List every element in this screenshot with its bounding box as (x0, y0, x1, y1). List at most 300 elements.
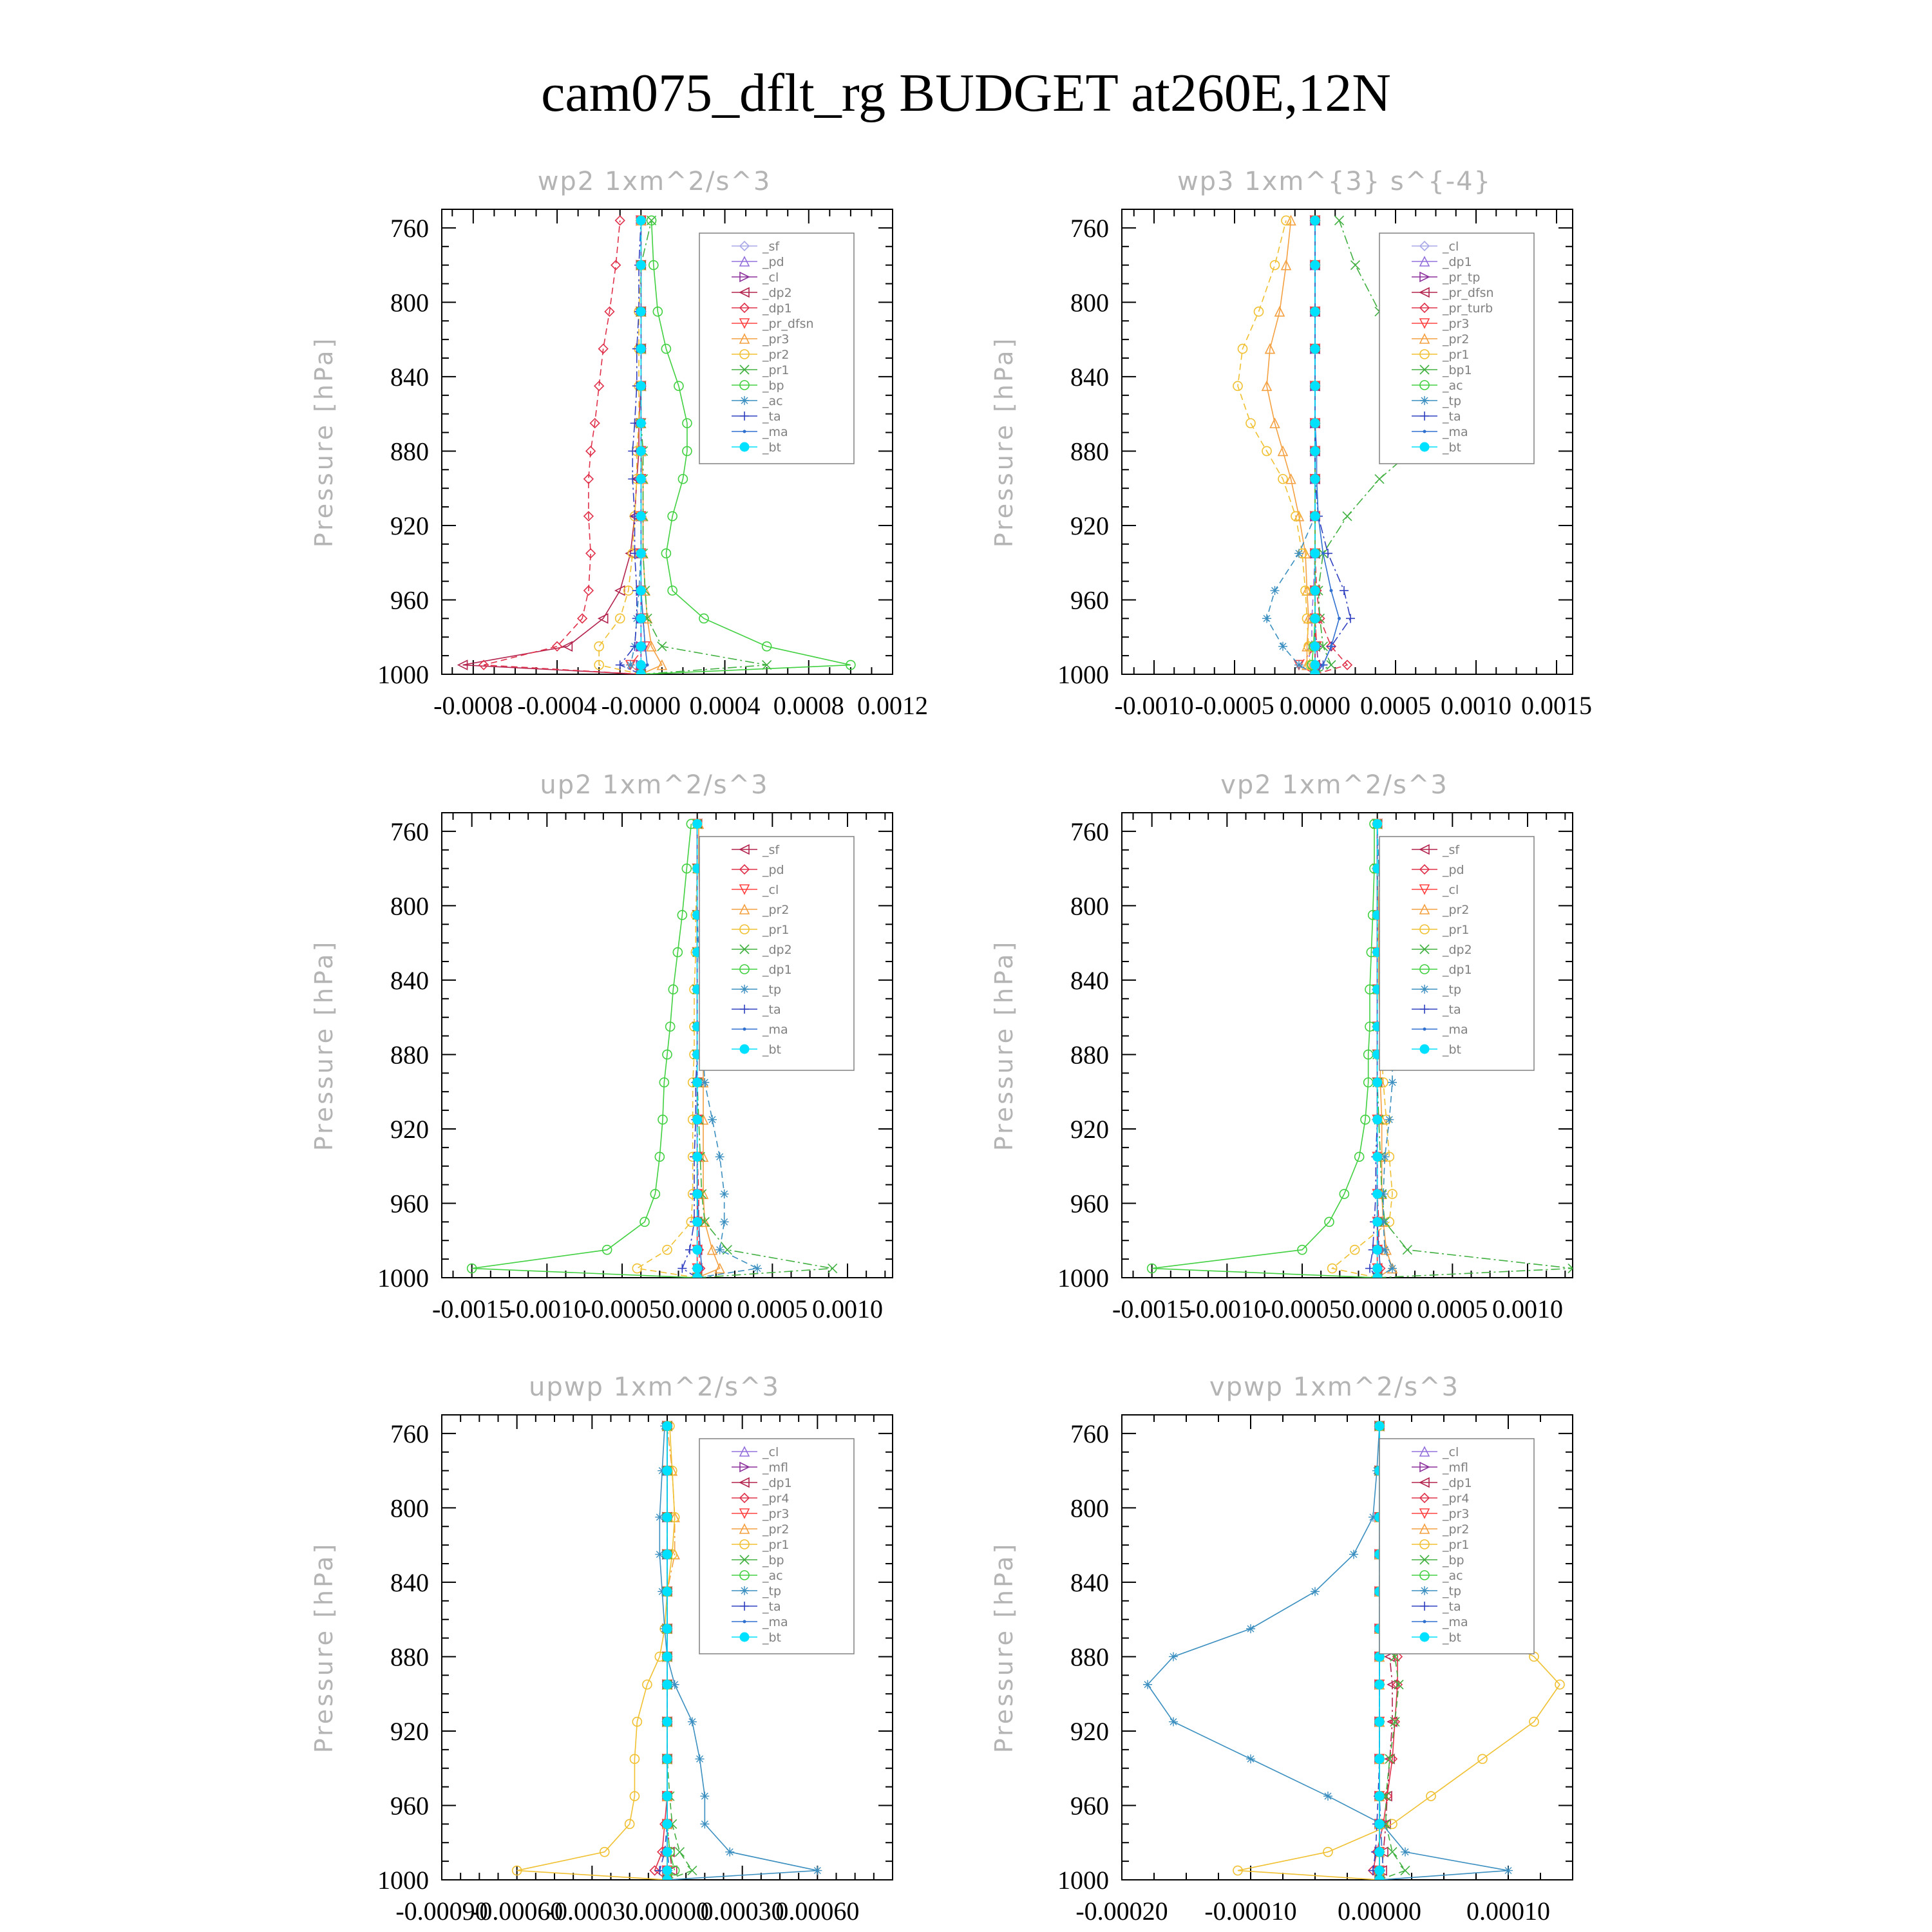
x-tick-label: -0.0004 (517, 691, 597, 720)
data-point (616, 661, 625, 670)
legend-marker (740, 1586, 749, 1595)
legend-label: _pr2 (762, 1522, 790, 1537)
panel-title: upwp 1xm^2/s^3 (529, 1372, 780, 1402)
data-point (1311, 446, 1320, 455)
data-point (1294, 661, 1303, 670)
series-line (1267, 220, 1315, 674)
legend-label: _ma (1443, 1023, 1468, 1037)
x-tick-label: 0.00030 (700, 1897, 784, 1926)
series-line (1152, 824, 1378, 1278)
legend-label: _dp1 (762, 963, 792, 977)
data-point (720, 1189, 729, 1198)
panel-title: wp2 1xm^2/s^3 (537, 167, 772, 196)
y-tick-label: 920 (390, 511, 429, 540)
legend-label: _pr4 (762, 1492, 790, 1506)
legend-label: _pd (762, 255, 784, 269)
y-axis-label: Pressure [hPa] (310, 939, 338, 1151)
y-tick-label: 840 (1070, 362, 1109, 392)
legend-marker (740, 442, 749, 451)
data-point (1330, 589, 1333, 592)
data-point (1246, 1754, 1255, 1763)
legend-label: _bp (1443, 1553, 1464, 1567)
legend-label: _ta (762, 1003, 781, 1017)
data-point (1373, 1078, 1382, 1087)
y-tick-label: 800 (390, 1493, 429, 1523)
data-point (1401, 1848, 1410, 1857)
series-pr1 (1233, 216, 1320, 679)
data-point (693, 1273, 702, 1282)
legend-label: _tp (1443, 394, 1462, 408)
x-tick-label: 0.00060 (775, 1897, 860, 1926)
data-point (700, 1819, 709, 1828)
data-point (663, 1718, 672, 1727)
data-point (1311, 475, 1320, 484)
data-point (693, 1115, 702, 1124)
legend (1379, 233, 1534, 464)
y-tick-label: 960 (390, 1189, 429, 1218)
data-point (1375, 1754, 1384, 1763)
legend-label: _bt (762, 1043, 782, 1057)
data-point (636, 661, 645, 670)
legend-label: _pr3 (1443, 317, 1470, 331)
legend-label: _bp (762, 1553, 784, 1567)
data-point (693, 1217, 702, 1226)
data-point (663, 1848, 672, 1857)
series-pr1 (513, 1421, 679, 1884)
data-point (1311, 419, 1320, 428)
y-tick-label: 880 (390, 437, 429, 466)
data-point (636, 549, 645, 558)
data-point (663, 1421, 672, 1430)
legend-label: _cl (762, 1445, 779, 1459)
legend-label: _pr1 (1443, 923, 1470, 937)
series-dp1 (479, 216, 645, 679)
legend-marker (1420, 1633, 1429, 1642)
x-tick-label: -0.0005 (582, 1294, 662, 1323)
legend-marker (1420, 985, 1429, 994)
x-tick-label: -0.0000 (601, 691, 681, 720)
legend-label: _pr_dfsn (1443, 286, 1494, 300)
legend-label: _pr2 (762, 348, 790, 362)
legend-label: _dp1 (1443, 1476, 1472, 1490)
x-tick-label: 0.00010 (1466, 1897, 1550, 1926)
data-point (1262, 614, 1271, 623)
x-tick-label: -0.0015 (432, 1294, 512, 1323)
x-tick-label: 0.0010 (812, 1294, 883, 1323)
legend (699, 233, 854, 464)
data-point (1311, 549, 1320, 558)
data-point (1278, 642, 1287, 651)
y-tick-label: 960 (1070, 1189, 1109, 1218)
data-point (1311, 586, 1320, 595)
data-point (720, 1217, 729, 1226)
data-point (663, 1550, 672, 1559)
data-point (1504, 1866, 1513, 1875)
legend-marker (1420, 1045, 1429, 1054)
legend-label: _ta (1443, 1600, 1461, 1614)
data-point (1403, 1245, 1412, 1255)
series-line (641, 220, 662, 674)
chart-panel-3 (310, 770, 893, 1323)
x-tick-label: 0.0000 (1341, 1294, 1413, 1323)
data-point (1375, 1875, 1384, 1884)
y-axis-label: Pressure [hPa] (990, 939, 1018, 1151)
legend-marker (1420, 1586, 1429, 1595)
x-tick-label: -0.00010 (1204, 1897, 1297, 1926)
y-tick-label: 800 (390, 891, 429, 921)
y-tick-label: 760 (390, 1419, 429, 1448)
data-point (1311, 381, 1320, 390)
legend-label: _pr1 (762, 923, 790, 937)
y-tick-label: 880 (1070, 437, 1109, 466)
series-dp1 (468, 819, 702, 1282)
y-tick-label: 880 (1070, 1642, 1109, 1672)
legend-label: _pr1 (762, 1538, 790, 1552)
data-point (1311, 345, 1320, 354)
data-point (663, 1587, 672, 1596)
data-point (1323, 549, 1332, 558)
data-point (646, 663, 649, 667)
x-tick-label: 0.0000 (661, 1294, 733, 1323)
x-tick-label: -0.00090 (395, 1897, 488, 1926)
y-axis-label: Pressure [hPa] (310, 336, 338, 548)
legend-label: _pr4 (1443, 1492, 1470, 1506)
data-point (1321, 552, 1325, 555)
y-tick-label: 800 (1070, 288, 1109, 317)
legend (699, 1439, 854, 1654)
data-point (1271, 261, 1280, 270)
data-point (693, 1245, 702, 1255)
data-point (700, 1792, 709, 1801)
y-tick-label: 880 (390, 1040, 429, 1070)
data-point (1388, 1848, 1397, 1857)
data-point (1271, 586, 1280, 595)
legend-label: _ta (1443, 410, 1461, 424)
legend-label: _bp1 (1443, 363, 1472, 377)
chart-panel-4 (990, 770, 1577, 1323)
data-point (1373, 1264, 1382, 1273)
legend-label: _cl (1443, 1445, 1459, 1459)
legend-label: _pr3 (762, 332, 790, 346)
y-tick-label: 920 (390, 1114, 429, 1144)
legend-label: _dp1 (1443, 963, 1472, 977)
legend-label: _ma (1443, 425, 1468, 439)
data-point (663, 1866, 672, 1875)
legend-label: _dp1 (1443, 255, 1472, 269)
legend-label: _pr1 (1443, 348, 1470, 362)
data-point (1311, 216, 1320, 225)
data-point (663, 1792, 672, 1801)
legend-label: _pd (762, 863, 784, 877)
panel-title: vpwp 1xm^2/s^3 (1209, 1372, 1460, 1402)
data-point (636, 261, 645, 270)
legend-label: _dp2 (1443, 943, 1472, 957)
data-point (1311, 614, 1320, 623)
x-tick-label: 0.0000 (1280, 691, 1350, 720)
legend-label: _pr_dfsn (762, 317, 814, 331)
data-point (636, 307, 645, 316)
data-point (636, 345, 645, 354)
data-point (636, 475, 645, 484)
series-line (463, 220, 641, 674)
x-tick-label: -0.00030 (545, 1897, 638, 1926)
data-point (636, 216, 645, 225)
y-tick-label: 1000 (377, 1264, 429, 1293)
data-point (696, 1754, 705, 1763)
y-axis-label: Pressure [hPa] (990, 336, 1018, 548)
legend (1379, 837, 1534, 1070)
y-tick-label: 760 (390, 213, 429, 243)
legend-label: _bt (762, 440, 782, 455)
data-point (1401, 1866, 1410, 1875)
series-line (484, 220, 641, 674)
data-point (693, 1189, 702, 1198)
data-point (663, 1624, 672, 1633)
legend-label: _ac (762, 1569, 783, 1583)
data-point (1375, 1792, 1384, 1801)
data-point (1169, 1718, 1178, 1727)
legend (699, 837, 854, 1070)
data-point (1321, 663, 1325, 667)
y-tick-label: 840 (390, 1567, 429, 1597)
legend-label: _dp2 (762, 943, 792, 957)
data-point (628, 475, 637, 484)
data-point (663, 1652, 672, 1661)
y-tick-label: 960 (390, 1791, 429, 1821)
data-point (708, 1115, 717, 1124)
x-tick-label: 0.0004 (689, 691, 761, 720)
data-point (1375, 475, 1384, 484)
data-point (715, 1152, 724, 1161)
x-tick-label: -0.0015 (1112, 1294, 1192, 1323)
y-tick-label: 840 (1070, 1567, 1109, 1597)
data-point (725, 1848, 734, 1857)
data-point (1373, 1152, 1382, 1161)
y-tick-label: 920 (1070, 1114, 1109, 1144)
legend-marker (740, 396, 749, 405)
legend-label: _bt (1443, 1043, 1462, 1057)
legend-label: _tp (1443, 983, 1462, 997)
y-tick-label: 880 (390, 1642, 429, 1672)
y-tick-label: 840 (390, 362, 429, 392)
legend-label: _bp (762, 379, 784, 393)
y-tick-label: 920 (1070, 511, 1109, 540)
legend-label: _sf (762, 240, 780, 254)
legend-label: _bt (1443, 440, 1462, 455)
data-point (1375, 1421, 1384, 1430)
y-tick-label: 760 (390, 817, 429, 846)
data-point (628, 446, 637, 455)
data-point (636, 446, 645, 455)
legend-marker (1420, 396, 1429, 405)
y-tick-label: 880 (1070, 1040, 1109, 1070)
data-point (1246, 1624, 1255, 1633)
data-point (693, 1264, 702, 1273)
panel-title: wp3 1xm^{3} s^{-4} (1177, 167, 1492, 196)
x-tick-label: 0.0010 (1492, 1294, 1563, 1323)
data-point (1311, 307, 1320, 316)
data-point (663, 1754, 672, 1763)
x-tick-label: 0.0012 (857, 691, 928, 720)
legend-label: _mfl (1443, 1461, 1468, 1475)
legend-label: _pr2 (1443, 903, 1470, 917)
y-tick-label: 920 (390, 1716, 429, 1746)
legend-label: _dp1 (762, 1476, 792, 1490)
legend-label: _ta (1443, 1003, 1461, 1017)
legend-label: _pr3 (762, 1507, 790, 1521)
data-point (636, 512, 645, 521)
data-point (663, 1875, 672, 1884)
data-point (688, 1718, 697, 1727)
data-point (675, 1848, 684, 1857)
data-point (1373, 1115, 1382, 1124)
data-point (663, 1819, 672, 1828)
legend-label: _ac (1443, 1569, 1463, 1583)
series-dp1 (1148, 819, 1382, 1282)
legend-marker (1420, 442, 1429, 451)
data-point (1340, 586, 1349, 595)
data-point (813, 1866, 822, 1875)
series-line (1315, 220, 1350, 674)
data-point (693, 1152, 702, 1161)
legend-label: _pr2 (762, 903, 790, 917)
y-tick-label: 960 (1070, 1791, 1109, 1821)
data-point (1327, 661, 1336, 670)
data-point (1388, 1264, 1397, 1273)
data-point (1373, 819, 1382, 828)
data-point (1335, 216, 1344, 225)
y-tick-label: 800 (1070, 1493, 1109, 1523)
legend-label: _dp1 (762, 301, 792, 316)
legend-label: _ma (1443, 1615, 1468, 1629)
data-point (1375, 1866, 1384, 1875)
legend-label: _pr2 (1443, 332, 1470, 346)
x-tick-label: 0.00000 (1338, 1897, 1421, 1926)
y-tick-label: 1000 (1057, 660, 1109, 689)
legend-label: _pr_tp (1443, 270, 1481, 285)
data-point (1375, 1848, 1384, 1857)
x-tick-label: -0.0008 (433, 691, 513, 720)
legend-label: _ma (762, 1615, 788, 1629)
x-tick-label: -0.0010 (507, 1294, 587, 1323)
legend-marker (740, 985, 749, 994)
x-tick-label: 0.0015 (1521, 691, 1592, 720)
data-point (1343, 512, 1352, 521)
legend-label: _pd (1443, 863, 1464, 877)
series-dp2 (459, 216, 646, 679)
x-tick-label: 0.0008 (773, 691, 844, 720)
y-tick-label: 1000 (377, 660, 429, 689)
legend-marker (1423, 1028, 1426, 1031)
legend-label: _bt (762, 1631, 782, 1645)
data-point (1375, 1819, 1384, 1828)
legend-label: _tp (1443, 1584, 1462, 1598)
legend (1379, 1439, 1534, 1654)
panels-group (310, 167, 1592, 1926)
data-point (1323, 1792, 1332, 1801)
chart-panel-6 (990, 1372, 1573, 1926)
data-point (1375, 1718, 1384, 1727)
x-tick-label: 0.0005 (1360, 691, 1431, 720)
data-point (636, 381, 645, 390)
x-tick-label: -0.0005 (1262, 1294, 1342, 1323)
data-point (663, 1513, 672, 1522)
chart-panel-5 (310, 1372, 893, 1926)
data-point (1388, 1078, 1397, 1087)
legend-label: _tp (762, 983, 782, 997)
legend-marker (743, 430, 746, 433)
data-point (636, 670, 645, 679)
data-point (1338, 617, 1341, 620)
data-point (1311, 642, 1320, 651)
y-tick-label: 1000 (1057, 1264, 1109, 1293)
x-tick-label: 0.0005 (737, 1294, 808, 1323)
data-point (693, 819, 702, 828)
x-tick-label: -0.0010 (1187, 1294, 1267, 1323)
legend-label: _ta (762, 410, 781, 424)
chart-panel-2 (990, 167, 1592, 720)
data-point (1349, 1550, 1358, 1559)
y-tick-label: 840 (1070, 965, 1109, 995)
data-point (1373, 1189, 1382, 1198)
x-tick-label: 0.00000 (625, 1897, 709, 1926)
data-point (663, 1466, 672, 1475)
y-tick-label: 960 (1070, 585, 1109, 615)
legend-label: _ma (762, 425, 788, 439)
data-point (1169, 1652, 1178, 1661)
legend-label: _bt (1443, 1631, 1462, 1645)
series-line (472, 824, 697, 1278)
y-tick-label: 920 (1070, 1716, 1109, 1746)
y-tick-label: 840 (390, 965, 429, 995)
data-point (1311, 670, 1320, 679)
data-point (753, 1264, 762, 1273)
data-point (1330, 645, 1333, 648)
legend-label: _sf (762, 843, 780, 857)
data-point (1311, 661, 1320, 670)
legend-label: _cl (762, 270, 779, 285)
y-axis-label: Pressure [hPa] (990, 1541, 1018, 1754)
data-point (658, 642, 667, 651)
legend-marker (743, 1620, 746, 1624)
legend-marker (740, 1045, 749, 1054)
x-tick-label: -0.00060 (471, 1897, 564, 1926)
series-line (517, 1426, 675, 1880)
x-tick-label: -0.0005 (1195, 691, 1274, 720)
data-point (1311, 1587, 1320, 1596)
y-tick-label: 1000 (377, 1866, 429, 1895)
legend-label: _ma (762, 1023, 788, 1037)
legend-label: _pr2 (1443, 1522, 1470, 1537)
chart-panel-1 (310, 167, 928, 720)
legend-label: _pr_turb (1443, 301, 1493, 316)
x-tick-label: 0.0005 (1417, 1294, 1488, 1323)
legend-label: _tp (762, 1584, 782, 1598)
legend-label: _pr1 (762, 363, 790, 377)
y-tick-label: 800 (390, 288, 429, 317)
x-tick-label: 0.0010 (1441, 691, 1511, 720)
legend-label: _cl (1443, 240, 1459, 254)
figure-title: cam075_dflt_rg BUDGET at260E,12N (541, 63, 1391, 123)
data-point (1373, 1217, 1382, 1226)
legend-label: _pr1 (1443, 1538, 1470, 1552)
legend-label: _pr3 (1443, 1507, 1470, 1521)
legend-marker (1423, 1620, 1426, 1624)
data-point (1143, 1680, 1152, 1689)
data-point (663, 1680, 672, 1689)
y-tick-label: 960 (390, 585, 429, 615)
legend-label: _ac (762, 394, 783, 408)
